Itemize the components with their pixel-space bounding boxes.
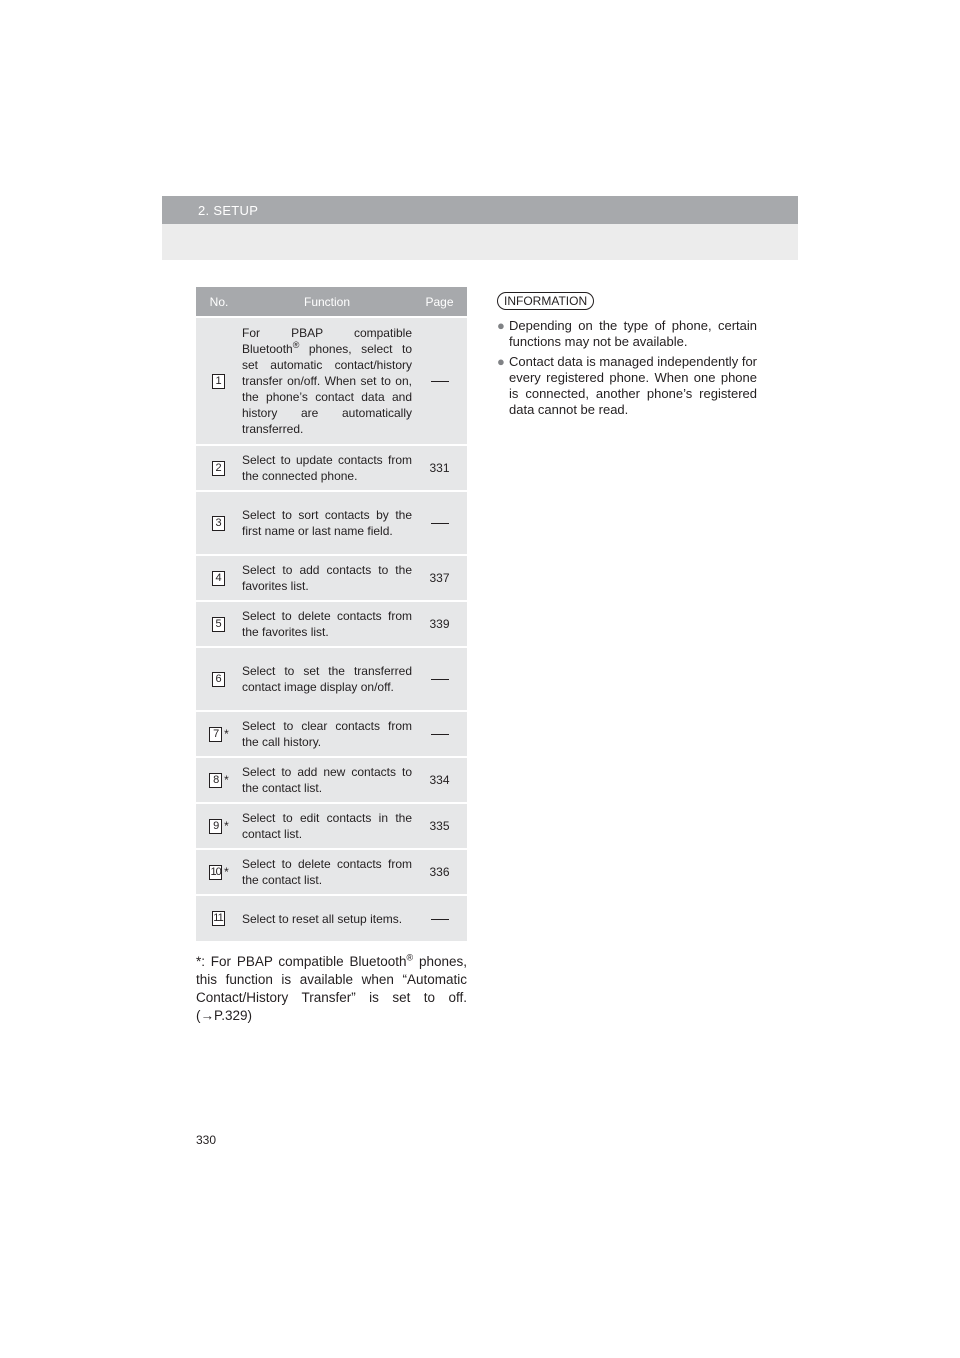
table-row bbox=[196, 317, 467, 445]
row-number-badge: 6 bbox=[212, 672, 225, 687]
page-reference bbox=[412, 317, 467, 445]
description-text: Select to delete contacts from the contact list. bbox=[242, 857, 412, 887]
header-band bbox=[162, 196, 798, 260]
row-number-badge: 1 bbox=[212, 374, 225, 389]
header-bar bbox=[162, 196, 798, 224]
table-row bbox=[196, 491, 467, 555]
row-number-cell bbox=[196, 555, 242, 601]
row-number-badge: 3 bbox=[212, 516, 225, 531]
row-number-badge: 7 bbox=[209, 727, 222, 742]
row-number-cell bbox=[196, 317, 242, 445]
page-reference-number: 331 bbox=[429, 461, 450, 475]
row-number-cell bbox=[196, 445, 242, 491]
dash-icon bbox=[431, 679, 449, 680]
function-table bbox=[196, 287, 467, 941]
row-number-cell bbox=[196, 491, 242, 555]
description-text-pre: For PBAP compatible Bluetooth bbox=[242, 326, 412, 356]
description-text: Select to reset all setup items. bbox=[242, 911, 403, 926]
information-item bbox=[497, 318, 757, 350]
row-number-badge: 5 bbox=[212, 617, 225, 632]
dash-icon bbox=[431, 734, 449, 735]
row-footnote-marker: * bbox=[224, 773, 229, 788]
row-number-badge: 2 bbox=[212, 461, 225, 476]
function-description bbox=[242, 317, 412, 445]
description-text: Select to add contacts to the favorites list. bbox=[242, 563, 412, 593]
row-number-cell bbox=[196, 849, 242, 895]
row-number-cell bbox=[196, 711, 242, 757]
bullet-icon: ● bbox=[497, 354, 505, 369]
description-text: Select to set the transferred contact image display on/off. bbox=[242, 664, 412, 694]
page-reference bbox=[412, 849, 467, 895]
table-row bbox=[196, 803, 467, 849]
registered-mark: ® bbox=[292, 340, 300, 350]
header-no: No. bbox=[196, 287, 242, 317]
function-description bbox=[242, 711, 412, 757]
page-reference-number: 337 bbox=[429, 571, 450, 585]
function-description bbox=[242, 445, 412, 491]
table-row bbox=[196, 445, 467, 491]
information-label: INFORMATION bbox=[497, 292, 594, 310]
page-number: 330 bbox=[196, 1133, 217, 1147]
function-description bbox=[242, 647, 412, 711]
table-row bbox=[196, 711, 467, 757]
row-number-badge: 8 bbox=[209, 773, 222, 788]
description-text: Select to delete contacts from the favorites list. bbox=[242, 609, 412, 639]
dash-icon bbox=[431, 381, 449, 382]
row-number-cell bbox=[196, 757, 242, 803]
information-list bbox=[497, 318, 757, 418]
page-reference bbox=[412, 757, 467, 803]
row-footnote-marker: * bbox=[224, 727, 229, 742]
header-function: Function bbox=[242, 287, 412, 317]
header-page: Page bbox=[412, 287, 467, 317]
table-row bbox=[196, 757, 467, 803]
function-description bbox=[242, 849, 412, 895]
description-text: Select to clear contacts from the call history. bbox=[242, 719, 412, 749]
page-reference bbox=[412, 601, 467, 647]
page-reference-number: 335 bbox=[429, 819, 450, 833]
page-reference bbox=[412, 647, 467, 711]
page-reference-number: 339 bbox=[429, 617, 450, 631]
page-reference bbox=[412, 803, 467, 849]
dash-icon bbox=[431, 919, 449, 920]
function-description bbox=[242, 491, 412, 555]
page-reference bbox=[412, 711, 467, 757]
function-description bbox=[242, 895, 412, 941]
row-number-badge: 10 bbox=[210, 865, 221, 878]
page-reference bbox=[412, 555, 467, 601]
footnote-text-pre: *: For PBAP compatible Bluetooth bbox=[196, 954, 407, 969]
row-number-cell bbox=[196, 601, 242, 647]
description-text: Select to edit contacts in the contact list. bbox=[242, 811, 412, 841]
registered-mark: ® bbox=[406, 952, 414, 963]
table-header-row bbox=[196, 287, 467, 317]
row-number-cell bbox=[196, 647, 242, 711]
page-reference bbox=[412, 445, 467, 491]
row-number-cell bbox=[196, 803, 242, 849]
function-description bbox=[242, 757, 412, 803]
table-row bbox=[196, 647, 467, 711]
dash-icon bbox=[431, 523, 449, 524]
page-reference-number: 336 bbox=[429, 865, 450, 879]
row-number-cell bbox=[196, 895, 242, 941]
row-footnote-marker: * bbox=[224, 865, 229, 880]
row-number-badge: 4 bbox=[212, 571, 225, 586]
information-item bbox=[497, 354, 757, 418]
bullet-icon: ● bbox=[497, 318, 505, 333]
function-description bbox=[242, 601, 412, 647]
table-row bbox=[196, 555, 467, 601]
page-reference bbox=[412, 491, 467, 555]
row-number-badge: 9 bbox=[209, 819, 222, 834]
information-item-text: Contact data is managed independently for every registered phone. When one phone is connected, another phone’s registered data cannot be read. bbox=[509, 354, 757, 417]
description-text: Select to sort contacts by the first name or last name field. bbox=[242, 508, 412, 538]
table-row bbox=[196, 849, 467, 895]
description-text: Select to update contacts from the connected phone. bbox=[242, 453, 412, 483]
function-description bbox=[242, 803, 412, 849]
table-row bbox=[196, 895, 467, 941]
information-box bbox=[497, 292, 757, 422]
page-reference-number: 334 bbox=[429, 773, 450, 787]
row-footnote-marker: * bbox=[224, 819, 229, 834]
row-number-badge: 11 bbox=[213, 912, 223, 925]
page-reference bbox=[412, 895, 467, 941]
description-text-post: phones, select to set automatic contact/history transfer on/off. When set to on, the phone’s contact data and history are automatically transferred. bbox=[242, 342, 412, 436]
information-item-text: Depending on the type of phone, certain functions may not be available. bbox=[509, 318, 757, 349]
footnote bbox=[196, 953, 467, 1025]
footnote-text-post: phones, this function is available when “Automatic Contact/History Transfer” is set to off. (→P.329) bbox=[196, 954, 467, 1023]
table-row bbox=[196, 601, 467, 647]
description-text: Select to add new contacts to the contact list. bbox=[242, 765, 412, 795]
function-description bbox=[242, 555, 412, 601]
section-title: 2. SETUP bbox=[198, 203, 259, 218]
